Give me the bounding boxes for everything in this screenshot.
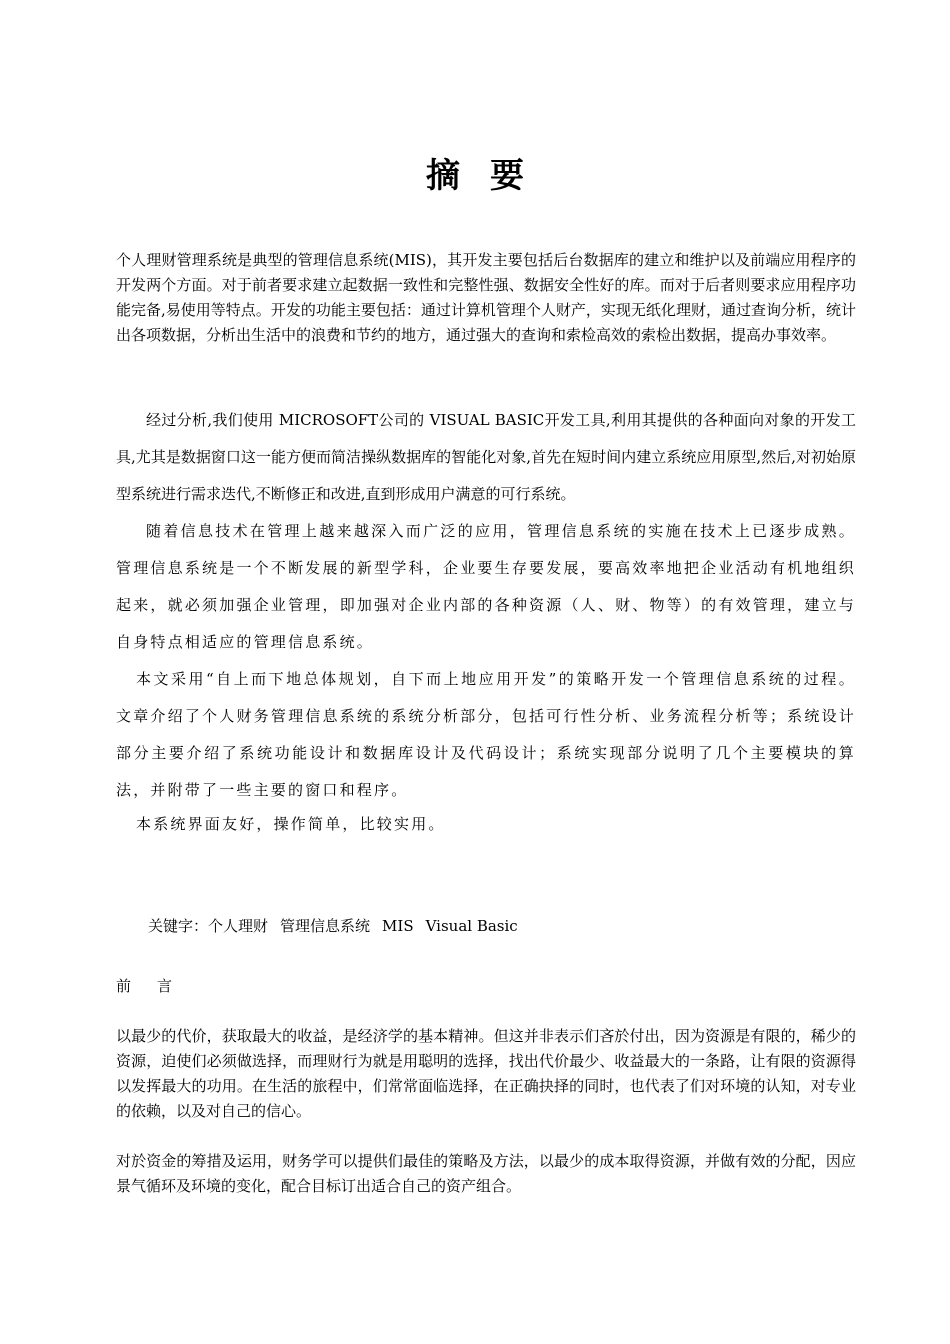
keyword-item: 个人理财 — [208, 917, 269, 935]
abstract-paragraph-5: 本系统界面友好，操作简单，比较实用。 — [136, 815, 446, 833]
abstract-paragraph-3: 随着信息技术在管理上越来越深入而广泛的应用，管理信息系统的实施在技术上已逐步成熟。管理信息系统是一个不断发展的新型学科，企业要生存要发展，要高效率地把企业活动有机地组织起来，就必须加强企业管理，即加强对企业内部的各种资源（人、财、物等）的有效管理，建立与自身特点相适应的管理信息系统。 — [116, 522, 856, 651]
abstract-paragraph-4: 本文采用“自上而下地总体规划，自下而上地应用开发”的策略开发一个管理信息系统的过程。文章介绍了个人财务管理信息系统的系统分析部分，包括可行性分析、业务流程分析等；系统设计部分主要介绍了系统功能设计和数据库设计及代码设计；系统实现部分说明了几个主要模块的算法，并附带了一些主要的窗口和程序。 — [116, 670, 856, 799]
keywords-label: 关键字： — [148, 917, 209, 935]
foreword-paragraph-2: 对於资金的筹措及运用，财务学可以提供们最佳的策略及方法，以最少的成本取得资源，并做有效的分配，因应景气循环及环境的变化，配合目标订出适合自己的资产组合。 — [116, 1152, 856, 1195]
keywords-line — [148, 914, 530, 939]
abstract-paragraph-2: 经过分析,我们使用 MICROSOFT公司的 VISUAL BASIC开发工具,利用其提供的各种面向对象的开发工具,尤其是数据窗口这一能方便而简洁操纵数据库的智能化对象,首先在短时间内建立系统应用原型,然后,对初始原型系统进行需求迭代,不断修正和改进,直到形成用户满意的可行系统。 — [116, 411, 856, 503]
keyword-item: Visual Basic — [425, 917, 518, 935]
abstract-paragraph-1: 个人理财管理系统是典型的管理信息系统(MIS)，其开发主要包括后台数据库的建立和维护以及前端应用程序的开发两个方面。对于前者要求建立起数据一致性和完整性强、数据安全性好的库。而对于后者则要求应用程序功能完备,易使用等特点。开发的功能主要包括：通过计算机管理个人财产，实现无纸化理财，通过查询分析，统计出各项数据，分析出生活中的浪费和节约的地方，通过强大的查询和索检高效的索检出数据，提高办事效率。 — [116, 251, 856, 344]
keyword-item: 管理信息系统 — [280, 917, 371, 935]
abstract-title: 摘要 — [426, 156, 554, 196]
foreword-paragraph-1: 以最少的代价，获取最大的收益，是经济学的基本精神。但这并非表示们吝於付出，因为资源是有限的，稀少的资源，迫使们必须做选择，而理财行为就是用聪明的选择，找出代价最少、收益最大的一条路，让有限的资源得以发挥最大的功用。在生活的旅程中，们常常面临选择，在正确抉择的同时，也代表了们对环境的认知，对专业的依赖，以及对自己的信心。 — [116, 1027, 856, 1120]
keyword-item: MIS — [382, 917, 414, 935]
foreword-title: 前言 — [116, 977, 199, 995]
